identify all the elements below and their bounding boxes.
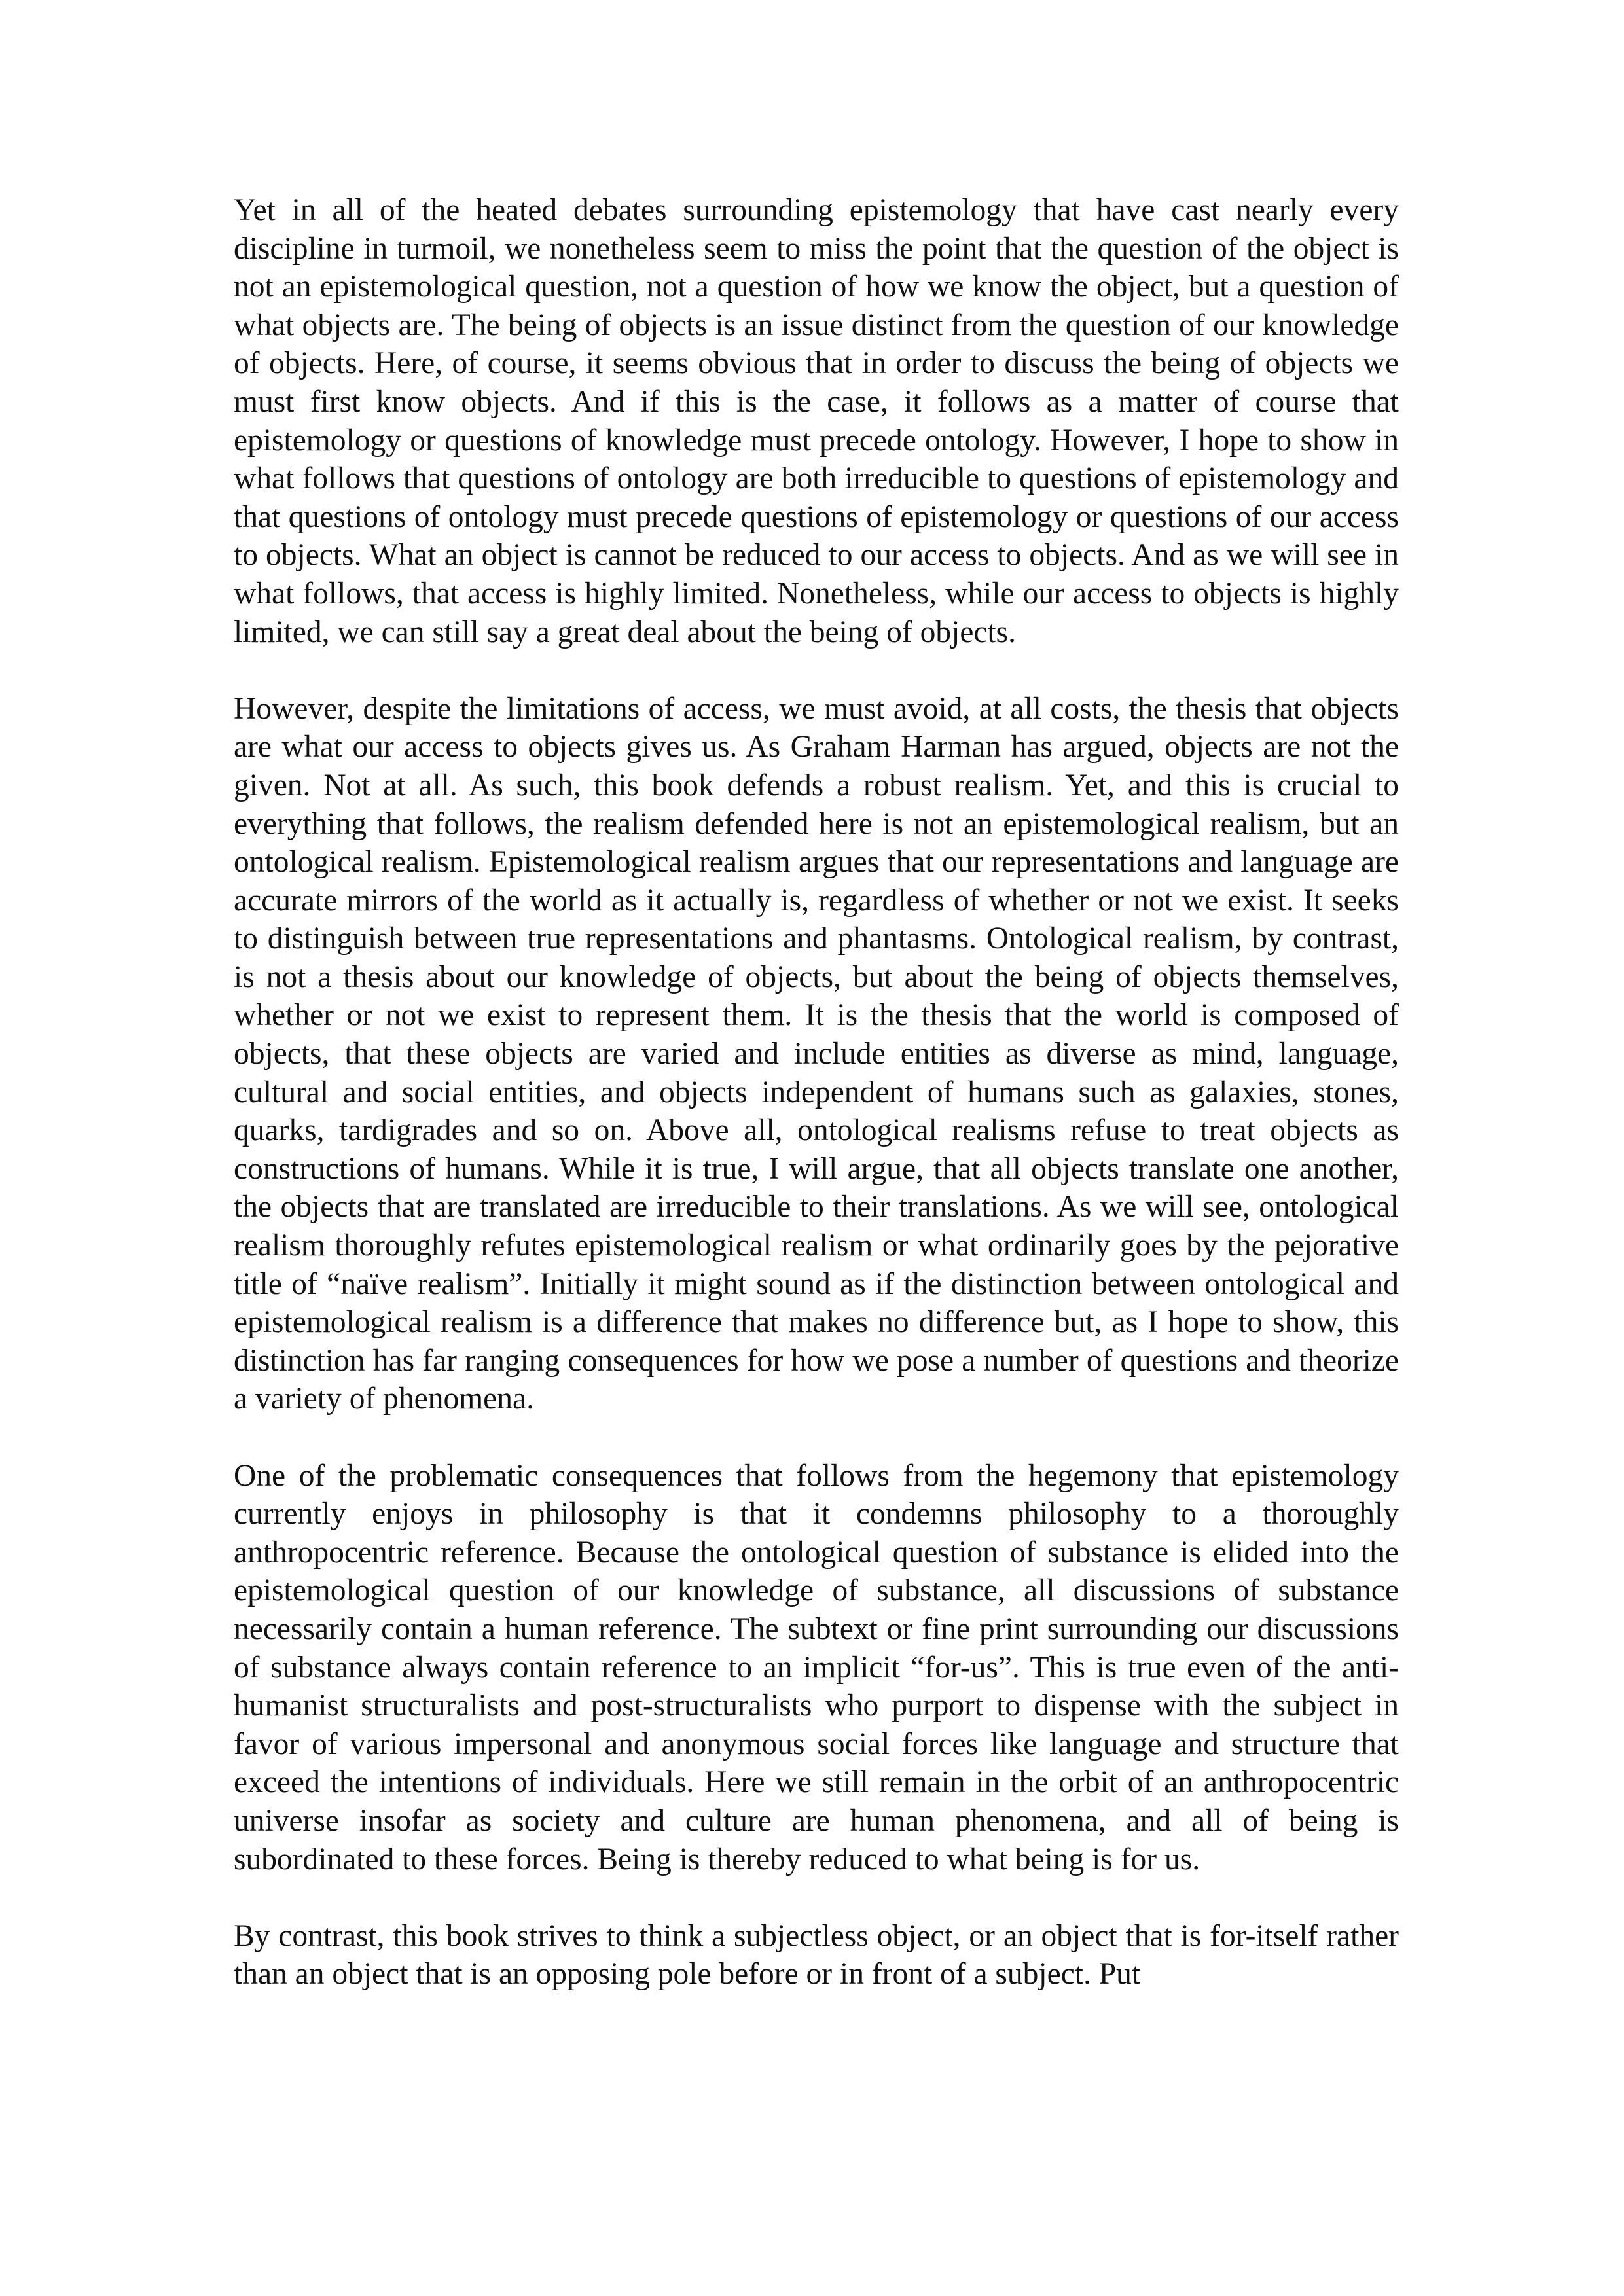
paragraph-1: Yet in all of the heated debates surrounding epistemology that have cast nearly every discipline in turmoil, we nonetheless seem to miss the point that the question of the object is not an epistemological question, not a question of how we know the object, but a question of what objects are. The being of objects is an issue distinct from the question of our knowledge of objects. Here, of course, it seems obvious that in order to discuss the being of objects we must first know objects. And if this is the case, it follows as a matter of course that epistemology or questions of knowledge must precede ontology. However, I hope to show in what follows that questions of ontology are both irreducible to questions of epistemology and that questions of ontology must precede questions of epistemology or questions of our access to objects. What an object is cannot be reduced to our access to objects. And as we will see in what follows, that access is highly limited. Nonetheless, while our access to objects is highly limited, we can still say a great deal about the being of objects. — [234, 193, 1399, 649]
paragraph-3: One of the problematic consequences that follows from the hegemony that epistemology currently enjoys in philosophy is that it condemns philosophy to a thoroughly anthropocentric reference. Because the ontological question of substance is elided into the epistemological question of our knowledge of substance, all discussions of substance necessarily contain a human reference. The subtext or fine print surrounding our discussions of substance always contain reference to an implicit “for-us”. This is true even of the anti-humanist structuralists and post-structuralists who purport to dispense with the subject in favor of various impersonal and anonymous social forces like language and structure that exceed the intentions of individuals. Here we still remain in the orbit of an anthropocentric universe insofar as society and culture are human phenomena, and all of being is subordinated to these forces. Being is thereby reduced to what being is for us. — [234, 1458, 1399, 1876]
body-text — [234, 191, 1399, 1994]
paragraph-4: By contrast, this book strives to think a subjectless object, or an object that is for-itself rather than an object that is an opposing pole before or in front of a subject. Put — [234, 1918, 1399, 1992]
paragraph-2: However, despite the limitations of access, we must avoid, at all costs, the thesis that objects are what our access to objects gives us. As Graham Harman has argued, objects are not the given. Not at all. As such, this book defends a robust realism. Yet, and this is crucial to everything that follows, the realism defended here is not an epistemological realism, but an ontological realism. Epistemological realism argues that our representations and language are accurate mirrors of the world as it actually is, regardless of whether or not we exist. It seeks to distinguish between true representations and phantasms. Ontological realism, by contrast, is not a thesis about our knowledge of objects, but about the being of objects themselves, whether or not we exist to represent them. It is the thesis that the world is composed of objects, that these objects are varied and include entities as diverse as mind, language, cultural and social entities, and objects independent of humans such as galaxies, stones, quarks, tardigrades and so on. Above all, ontological realisms refuse to treat objects as constructions of humans. While it is true, I will argue, that all objects translate one another, the objects that are translated are irreducible to their translations. As we will see, ontological realism thoroughly refutes epistemological realism or what ordinarily goes by the pejorative title of “naïve realism”. Initially it might sound as if the distinction between ontological and epistemological realism is a difference that makes no difference but, as I hope to show, this distinction has far ranging consequences for how we pose a number of questions and theorize a variety of phenomena. — [234, 691, 1399, 1416]
